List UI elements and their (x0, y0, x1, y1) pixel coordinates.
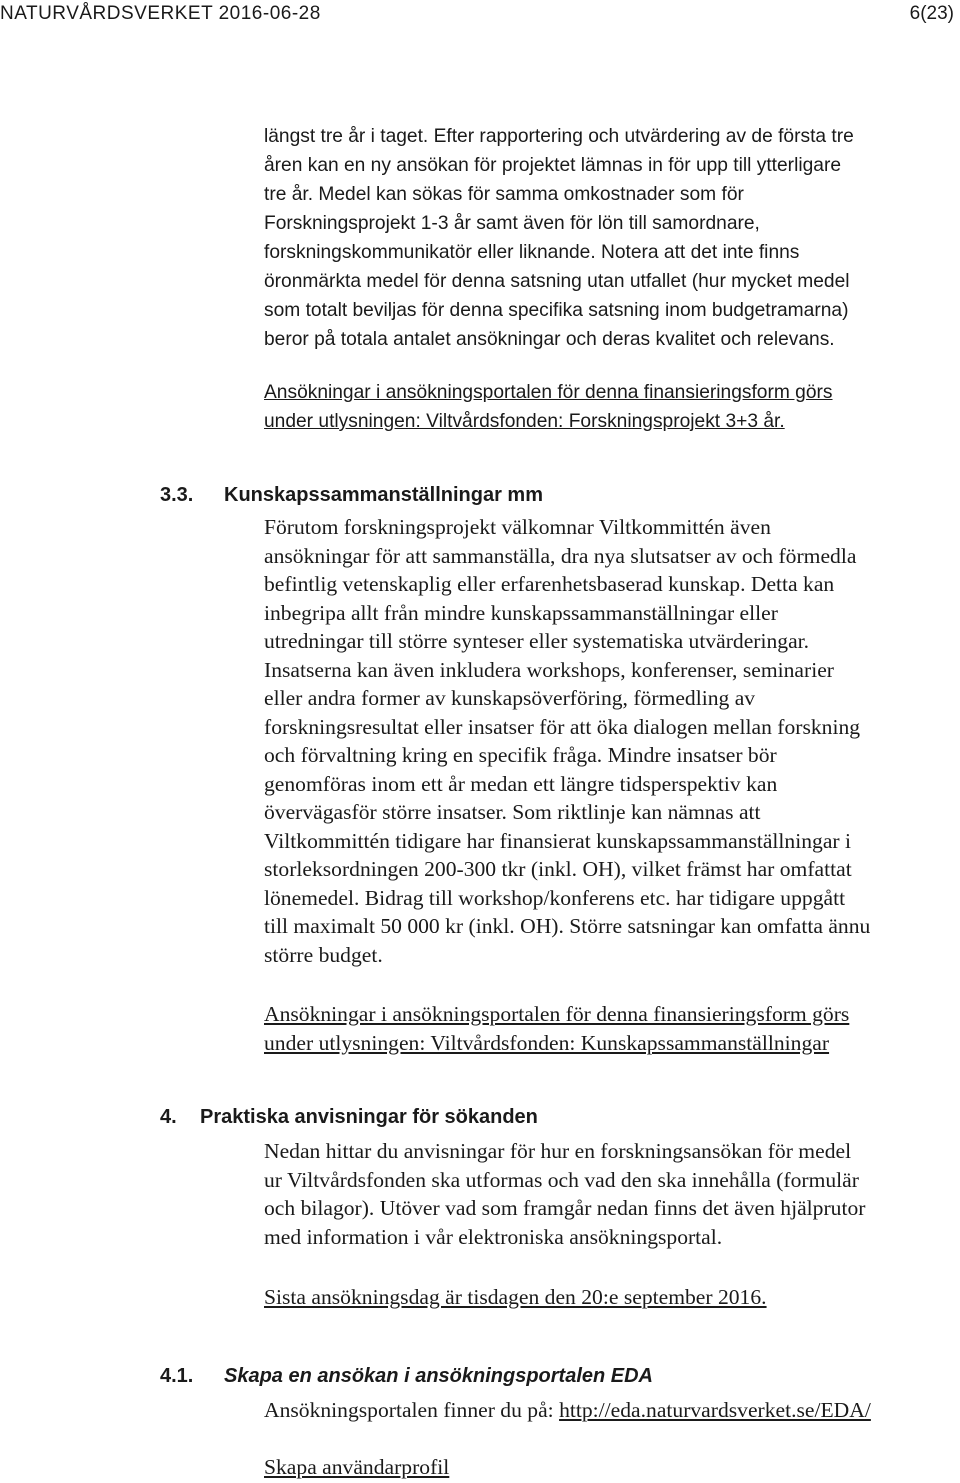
portal-note-line: Ansökningar i ansökningsportalen för denna finansieringsform görs (264, 1002, 850, 1026)
section-number: 3.3. (160, 484, 194, 506)
section-heading-3-3 (160, 484, 860, 512)
text-line: längst tre år i taget. Efter rapportering och utvärdering av de första tre (264, 126, 854, 147)
text-line: som totalt beviljas för denna specifika satsning inom budgetramarna) (264, 300, 849, 321)
text-line: lönemedel. Bidrag till workshop/konferens etc. har tidigare uppgått (264, 885, 846, 910)
text-line: beror på totala antalet ansökningar och deras kvalitet och relevans. (264, 329, 835, 350)
page-header (0, 0, 960, 30)
section-title: Praktiska anvisningar för sökanden (200, 1106, 538, 1128)
portal-note-forskningsprojekt (264, 378, 954, 436)
text-line: forskningsresultat eller insatser för att öka dialogen mellan forskning (264, 714, 861, 739)
section-title: Skapa en ansökan i ansökningsportalen EDA (224, 1365, 654, 1387)
text-line: genomföras inom ett år medan ett längre tidsperspektiv kan (264, 771, 778, 796)
text-line: till maximalt 50 000 kr (inkl. OH). Större satsningar kan omfatta ännu (264, 914, 871, 938)
section-4-1-body (264, 1396, 960, 1425)
text-line: Viltkommittén tidigare har finansierat kunskapssammanställningar i (264, 828, 851, 853)
section-heading-4 (160, 1106, 860, 1134)
text-line: och bilagor). Utöver vad som framgår nedan finns det även hjälprutor (264, 1196, 866, 1220)
text-line: ansökningar för att sammanställa, dra nya slutsatser av och förmedla (264, 543, 857, 568)
section-title: Kunskapssammanställningar mm (224, 484, 543, 506)
text-line: tre år. Medel kan sökas för samma omkostnader som för (264, 184, 744, 205)
text-line: Forskningsprojekt 1-3 år samt även för lön till samordnare, (264, 213, 760, 234)
text-line: Nedan hittar du anvisningar för hur en forskningsansökan för medel (264, 1139, 852, 1163)
portal-note-line: Ansökningar i ansökningsportalen för denna finansieringsform görs (264, 382, 833, 403)
text-line: öronmärkta medel för denna satsning utan utfallet (hur mycket medel (264, 271, 850, 292)
intro-paragraph (264, 122, 954, 354)
header-page-number: 6(23) (909, 3, 954, 24)
section-4-body (264, 1137, 960, 1251)
text-line: eller andra former av kunskapsöverföring, förmedling av (264, 686, 756, 710)
deadline-text: Sista ansökningsdag är tisdagen den 20:e september 2016. (264, 1285, 767, 1309)
section-number: 4.1. (160, 1365, 194, 1387)
text-line: och förvaltning kring en specifik fråga. Mindre insatser bör (264, 743, 777, 767)
deadline-note (264, 1283, 960, 1312)
text-line: större budget. (264, 942, 383, 967)
portal-note-line: under utlysningen: Viltvårdsfonden: Forskningsprojekt 3+3 år. (264, 411, 785, 432)
text-line: övervägasför större insatser. Som riktlinje kan nämnas att (264, 800, 761, 824)
text-line: forskningskommunikatör eller liknande. Notera att det inte finns (264, 242, 800, 263)
portal-note-kunskapssammanstallningar (264, 1000, 960, 1057)
subheading-skapa-anvandarprofil: Skapa användarprofil (264, 1455, 450, 1479)
text-line: inbegripa allt från mindre kunskapssammanställningar eller (264, 600, 778, 625)
text-line: åren kan en ny ansökan för projektet lämnas in för upp till ytterligare (264, 155, 842, 176)
header-org-date: NATURVÅRDSVERKET 2016-06-28 (0, 3, 321, 24)
section-number: 4. (160, 1106, 177, 1128)
text-line: storleksordningen 200-300 tkr (inkl. OH), vilket främst har omfattat (264, 857, 852, 881)
section-3-3-body (264, 513, 960, 969)
text-line: Förutom forskningsprojekt välkomnar Viltkommittén även (264, 515, 771, 539)
portal-note-line: under utlysningen: Viltvårdsfonden: Kunskapssammanställningar (264, 1030, 830, 1055)
section-4-1-subheading (264, 1453, 960, 1482)
text-line: utredningar till större synteser eller systematiska utvärderingar. (264, 629, 810, 653)
text-line: med information i vår elektroniska ansökningsportal. (264, 1224, 723, 1249)
portal-url-link[interactable]: http://eda.naturvardsverket.se/EDA/ (559, 1398, 871, 1422)
portal-text: Ansökningsportalen finner du på: (264, 1398, 560, 1422)
text-line: ur Viltvårdsfonden ska utformas och vad den ska innehålla (formulär (264, 1167, 859, 1192)
section-heading-4-1 (160, 1365, 860, 1393)
text-line: befintlig vetenskaplig eller erfarenhetsbaserad kunskap. Detta kan (264, 572, 835, 596)
text-line: Insatserna kan även inkludera workshops, konferenser, seminarier (264, 657, 834, 682)
portal-url-line (264, 1396, 960, 1425)
